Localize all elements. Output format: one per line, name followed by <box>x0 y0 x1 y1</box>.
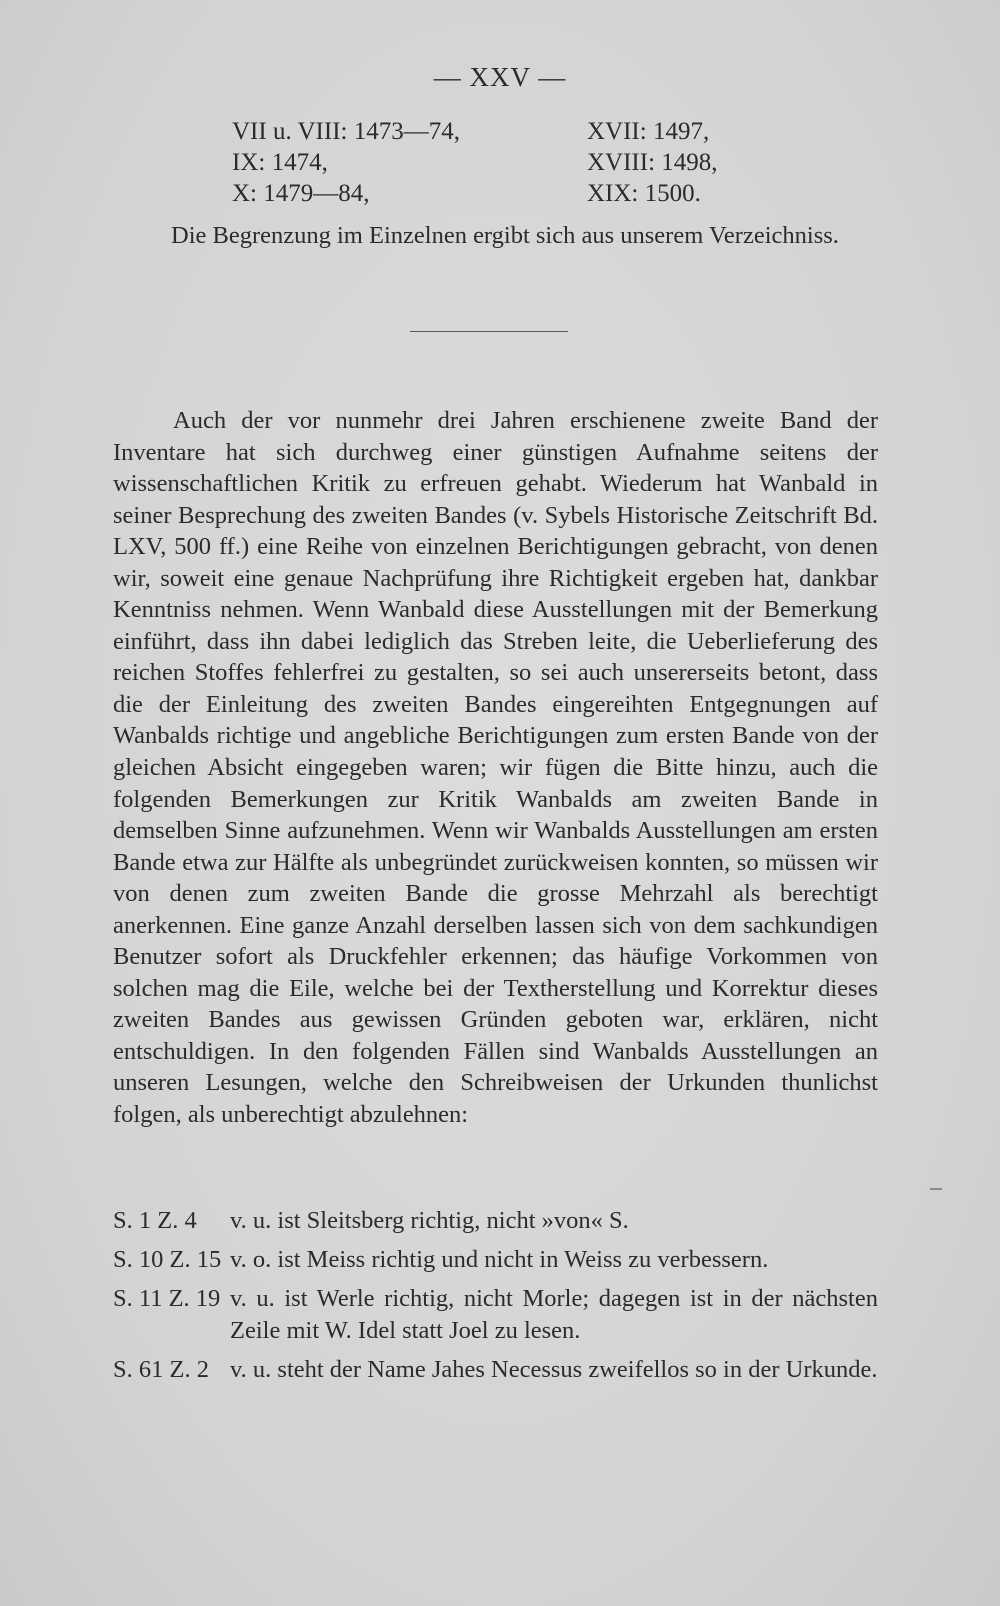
page-number: — XXV — <box>433 62 567 92</box>
period-left: X: 1479—84, <box>232 180 370 207</box>
correction-reference: S. 10 Z. 15 <box>113 1246 222 1273</box>
list-item <box>113 1205 878 1237</box>
period-table <box>232 118 752 211</box>
period-row <box>232 180 752 211</box>
corrections-list <box>113 1205 878 1393</box>
list-item <box>113 1244 878 1276</box>
correction-text: v. o. ist Meiss richtig und nicht in Weiss zu verbessern. <box>230 1246 769 1273</box>
correction-reference: S. 11 Z. 19 <box>113 1285 221 1312</box>
period-row <box>232 118 752 149</box>
main-paragraph: Auch der vor nunmehr drei Jahren erschienene zweite Band der Inventare hat sich durchweg einer günstigen Aufnahme seitens der wissenschaftlichen Kritik zu erfreuen gehabt. Wiederum hat Wanbald in seiner Besprechung des zweiten Bandes (v. Sybels Historische Zeitschrift Bd. LXV, 500 ff.) eine Reihe von einzelnen Berichtigungen gebracht, von denen wir, soweit eine genaue Nachprüfung ihre Richtigkeit ergeben hat, dankbar Kenntniss nehmen. Wenn Wanbald diese Ausstellungen mit der Bemerkung einführt, dass ihn dabei lediglich das Streben leite, die Ueberlieferung des reichen Stoffes fehlerfrei zu gestalten, so sei auch unsererseits betont, dass die der Einleitung des zweiten Bandes eingereihten Entgegnungen auf Wanbalds richtige und angebliche Berichtigungen zum ersten Bande von der gleichen Absicht eingegeben waren; wir fügen die Bitte hinzu, auch die folgenden Bemerkungen zur Kritik Wanbalds am zweiten Bande in demselben Sinne aufzunehmen. Wenn wir Wanbalds Ausstellungen am ersten Bande etwa zur Hälfte als unbegründet zurückweisen konnten, so müssen wir von denen zum zweiten Bande die grosse Mehrzahl als berechtigt anerkennen. Eine ganze Anzahl derselben lassen sich von dem sachkundigen Benutzer sofort als Druckfehler erkennen; das häufige Vorkommen von solchen mag die Eile, welche bei der Textherstellung und Korrektur dieses zweiten Bandes aus gewissen Gründen geboten war, erklären, nicht entschuldigen. In den folgenden Fällen sind Wanbalds Ausstellungen an unseren Lesungen, welche den Schreibweisen der Urkunden thunlichst folgen, als unberechtigt abzulehnen: <box>113 407 878 1129</box>
period-left: IX: 1474, <box>232 149 328 176</box>
period-right: XIX: 1500. <box>587 180 701 207</box>
period-row <box>232 149 752 180</box>
correction-reference: S. 1 Z. 4 <box>113 1207 197 1234</box>
period-left: VII u. VIII: 1473—74, <box>232 118 460 145</box>
correction-text: v. u. ist Werle richtig, nicht Morle; dagegen ist in der nächsten Zeile mit W. Idel statt Joel zu lesen. <box>230 1285 878 1344</box>
list-item <box>113 1354 878 1386</box>
intro-paragraph: Die Begrenzung im Einzelnen ergibt sich aus unserem Verzeichniss. <box>171 222 839 249</box>
list-item <box>113 1283 878 1347</box>
correction-text: v. u. ist Sleitsberg richtig, nicht »von« S. <box>230 1207 629 1234</box>
correction-text: v. u. steht der Name Jahes Necessus zweifellos so in der Urkunde. <box>230 1356 878 1383</box>
correction-reference: S. 61 Z. 2 <box>113 1356 209 1383</box>
period-right: XVII: 1497, <box>587 118 710 145</box>
section-divider <box>410 331 568 332</box>
period-right: XVIII: 1498, <box>587 149 718 176</box>
margin-mark <box>930 1188 942 1190</box>
